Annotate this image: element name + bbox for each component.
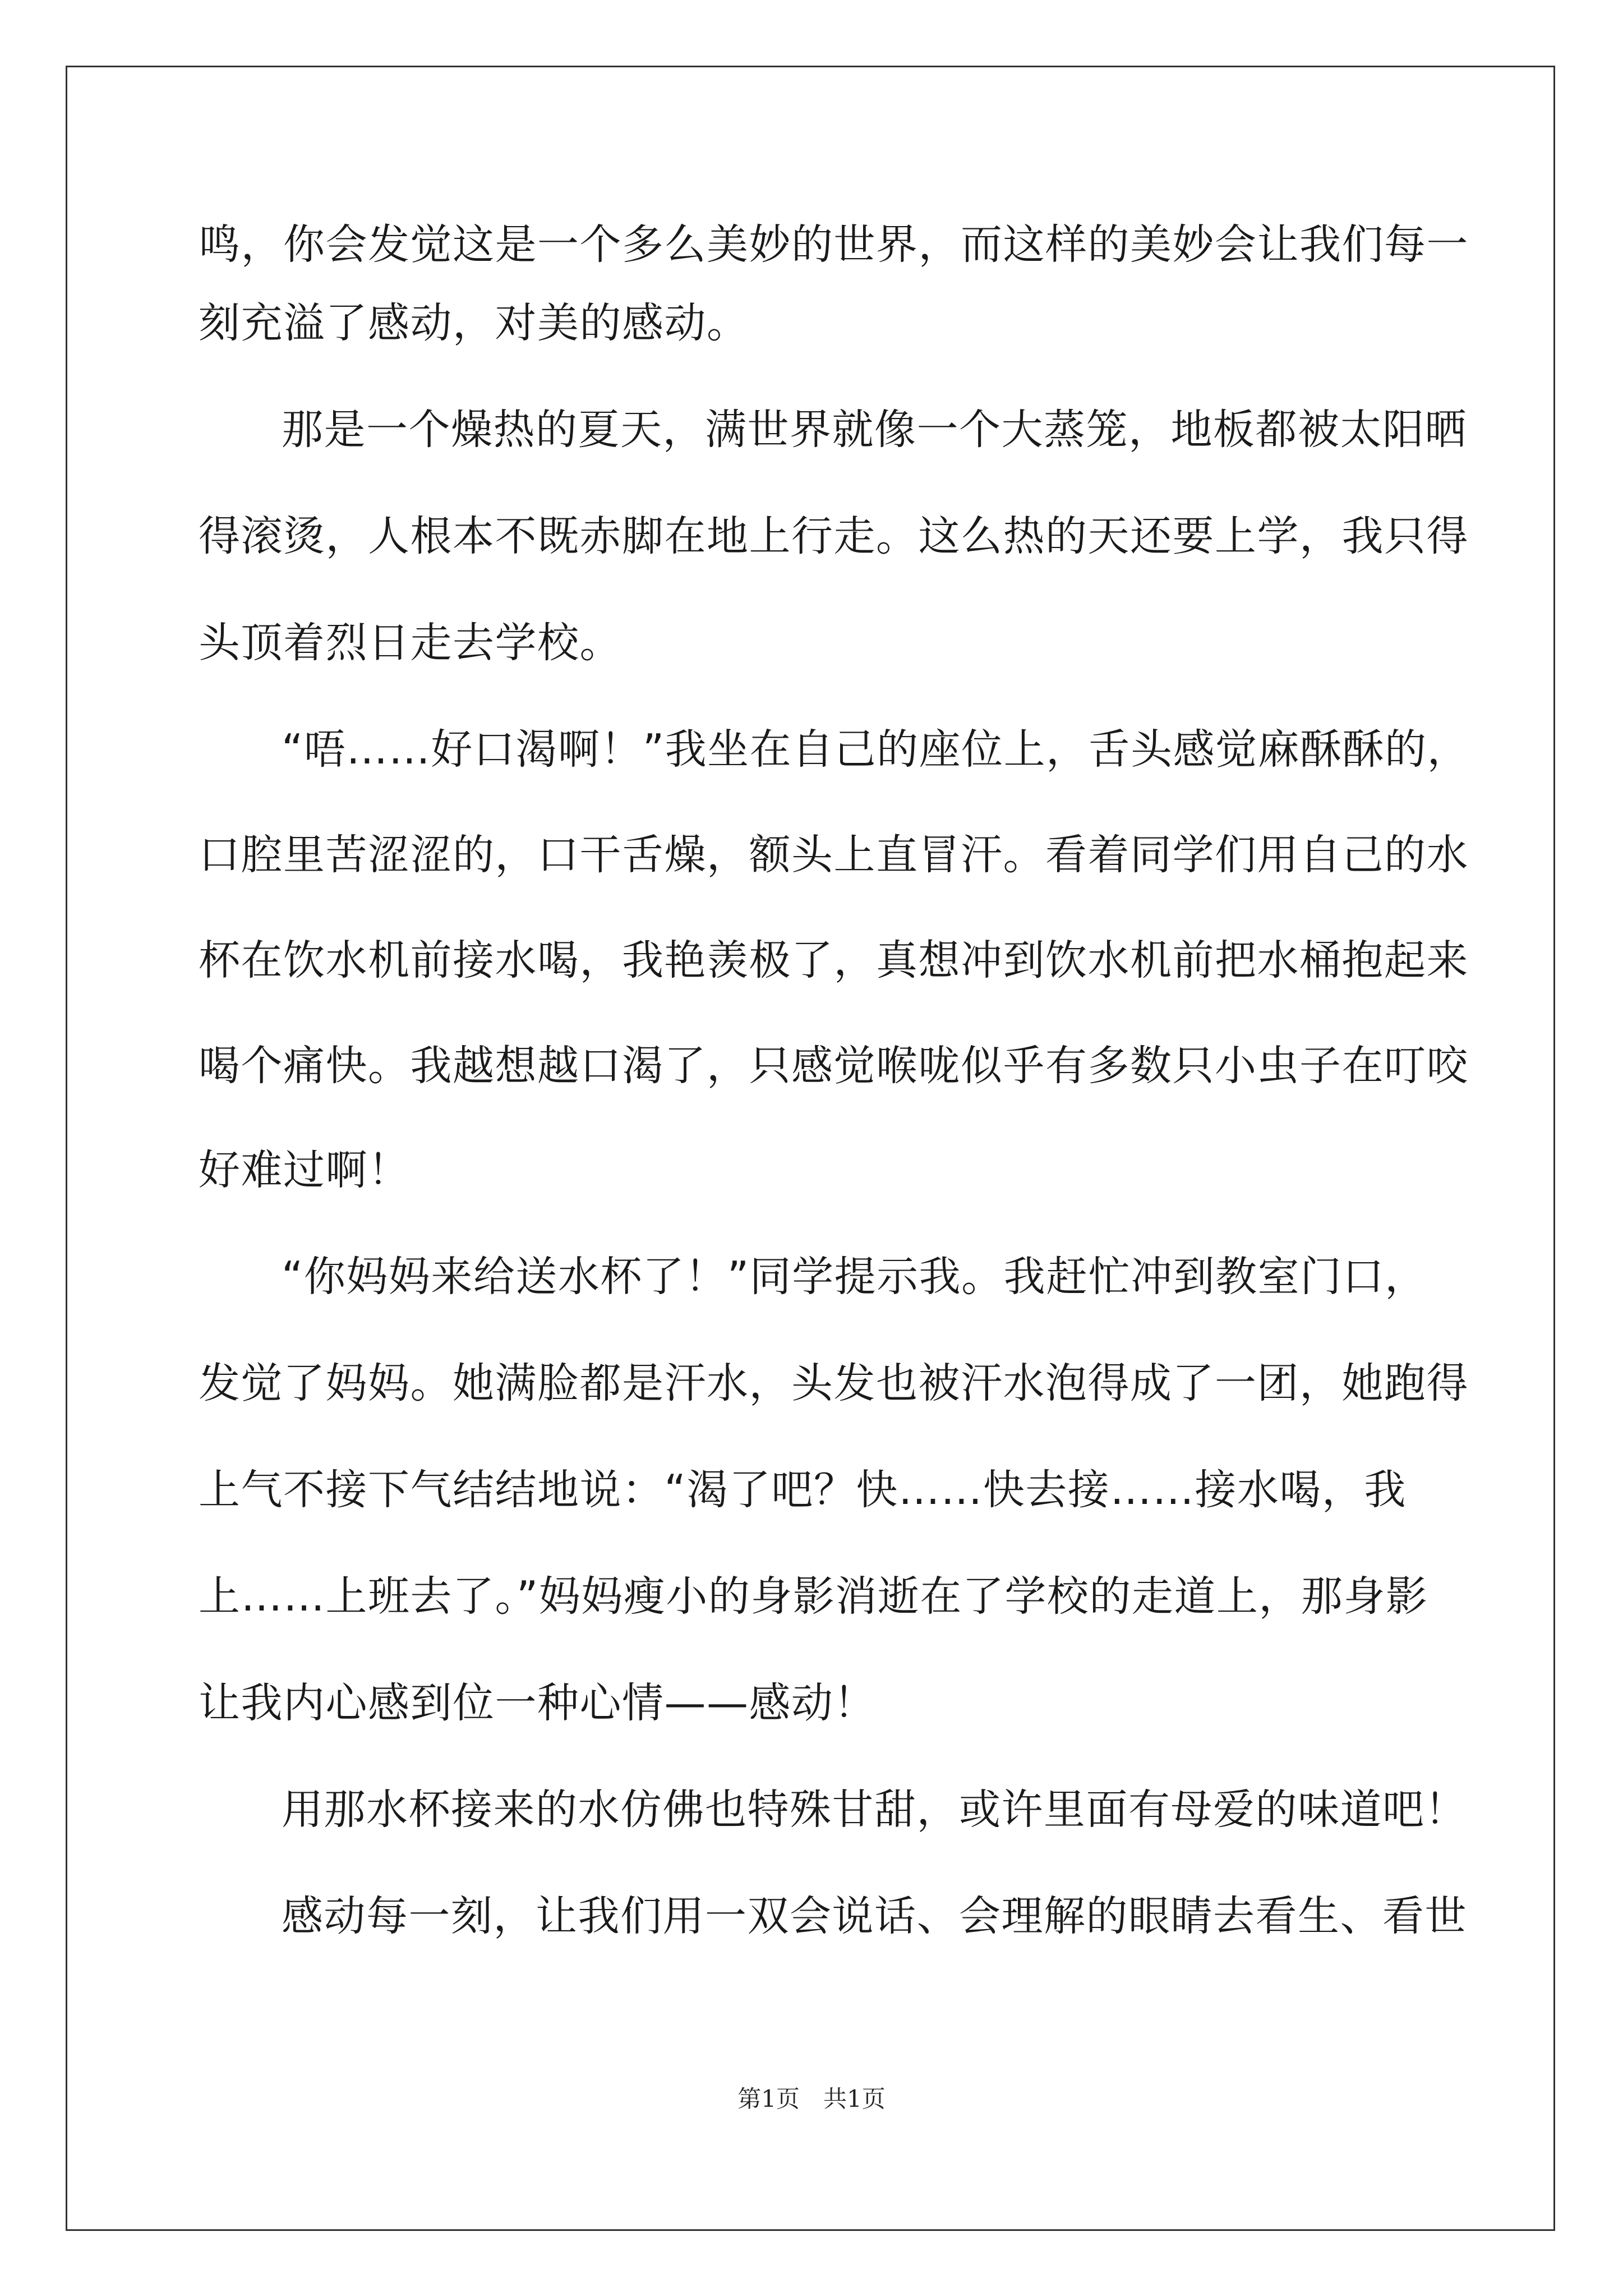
page-number-footer: 第1页 共1页 (737, 2085, 886, 2113)
text-line: 鸣，你会发觉这是一个多么美妙的世界，而这样的美妙会让我们每一 (199, 220, 1469, 269)
text-line: 杯在饮水机前接水喝，我艳羡极了，真想冲到饮水机前把水桶抱起来 (199, 936, 1469, 984)
paragraph-start: 用那水杯接来的水仿佛也特殊甘甜，或许里面有母爱的味道吧！ (282, 1786, 1467, 1834)
paragraph-start: 那是一个燥热的夏天，满世界就像一个大蒸笼，地板都被太阳晒 (282, 406, 1467, 454)
text-line: 好难过啊！ (199, 1146, 411, 1194)
paragraph-start: “你妈妈来给送水杯了！”同学提示我。我赶忙冲到教室门口， (282, 1253, 1427, 1301)
text-line: 发觉了妈妈。她满脸都是汗水，头发也被汗水泡得成了一团，她跑得 (199, 1359, 1469, 1407)
text-line: 让我内心感到位一种心情——感动！ (199, 1679, 876, 1727)
text-line: 头顶着烈日走去学校。 (199, 619, 622, 667)
text-line: 上气不接下气结结地说：“渴了吧？快……快去接……接水喝，我 (199, 1466, 1407, 1514)
text-line: 喝个痛快。我越想越口渴了，只感觉喉咙似乎有多数只小虫子在叮咬 (199, 1042, 1469, 1090)
paragraph-start: 感动每一刻，让我们用一双会说话、会理解的眼睛去看生、看世 (282, 1892, 1467, 1940)
text-line: 刻充溢了感动，对美的感动。 (199, 299, 749, 347)
text-line: 上……上班去了。”妈妈瘦小的身影消逝在了学校的走道上，那身影 (199, 1572, 1428, 1621)
text-line: 得滚烫，人根本不既赤脚在地上行走。这么热的天还要上学，我只得 (199, 512, 1469, 560)
text-line: 口腔里苦涩涩的，口干舌燥，额头上直冒汗。看着同学们用自己的水 (199, 831, 1469, 879)
paragraph-start: “唔……好口渴啊！”我坐在自己的座位上，舌头感觉麻酥酥的， (282, 725, 1470, 774)
